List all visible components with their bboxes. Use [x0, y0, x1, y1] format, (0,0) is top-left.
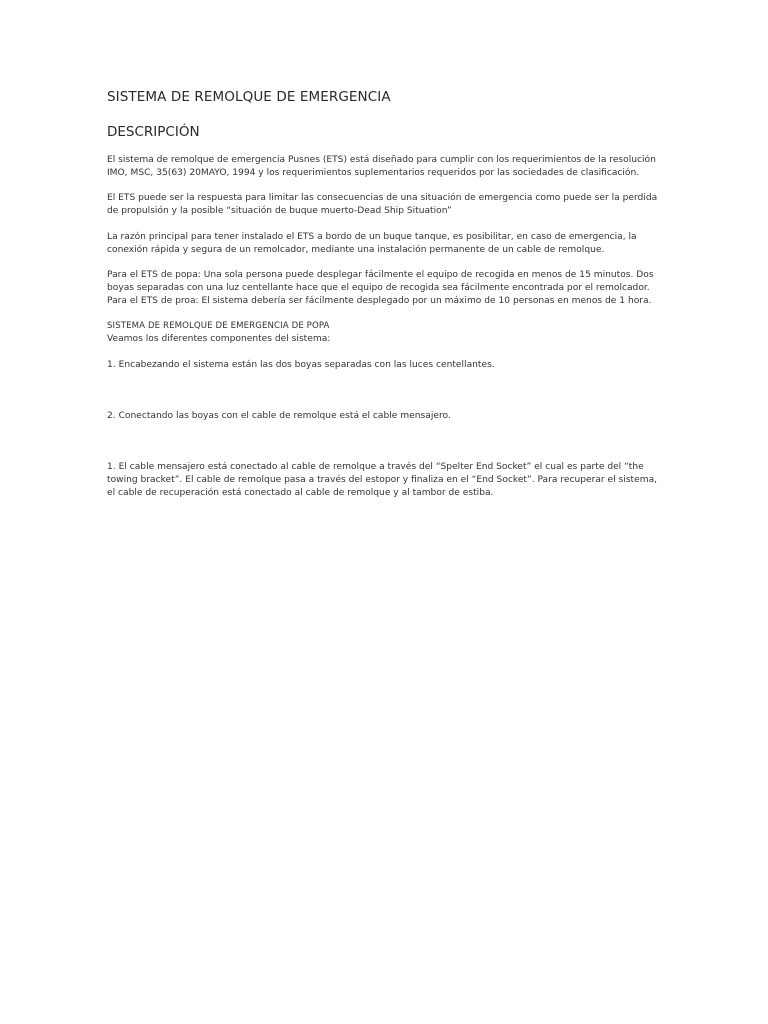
section-heading-descripcion: DESCRIPCIÓN	[107, 124, 200, 140]
paragraph-ets-response: El ETS puede ser la respuesta para limitar las consecuencias de una situación de emergencia como puede ser la perdida de propulsión y la posible “situación de buque muerto-Dead Ship Situation”	[107, 193, 658, 217]
paragraph-components-intro: Veamos los diferentes componentes del sistema:	[107, 334, 331, 345]
subheading-popa: SISTEMA DE REMOLQUE DE EMERGENCIA DE POPA	[107, 321, 330, 332]
list-item-spelter-socket: 1. El cable mensajero está conectado al cable de remolque a través del “Spelter End Socket” el cual es parte del “the towing bracket”. El cable de remolque pasa a través del estopor y finaliza en el “End Socket”. Para recuperar el sistema, el cable de recuperación está conectado al cable de remolque y al tambor de estiba.	[107, 462, 658, 498]
paragraph-intro: El sistema de remolque de emergencia Pusnes (ETS) está diseñado para cumplir con los requerimientos de la resolución IMO, MSC, 35(63) 20MAYO, 1994 y los requerimientos suplementarios requeridos por las sociedades de clasificación.	[107, 155, 656, 178]
document-title: SISTEMA DE REMOLQUE DE EMERGENCIA	[107, 89, 391, 105]
list-item-boyas: 1. Encabezando el sistema están las dos boyas separadas con las luces centellantes.	[107, 359, 495, 370]
paragraph-ets-proa: Para el ETS de proa: El sistema debería ser fácilmente desplegado por un máximo de 10 personas en menos de 1 hora.	[107, 295, 652, 306]
paragraph-main-reason: La razón principal para tener instalado el ETS a bordo de un buque tanque, es posibilitar, en caso de emergencia, la conexión rápida y segura de un remolcador, mediante una instalación permanente de un cable de remolque.	[107, 231, 637, 255]
paragraph-ets-popa: Para el ETS de popa: Una sola persona puede desplegar fácilmente el equipo de recogida en menos de 15 minutos. Dos boyas separadas con una luz centellante hace que el equipo de recogida sea fácilmente encontrada por el remolcador.	[107, 270, 654, 293]
list-item-cable-mensajero: 2. Conectando las boyas con el cable de remolque está el cable mensajero.	[107, 410, 451, 421]
document-body	[107, 154, 667, 500]
